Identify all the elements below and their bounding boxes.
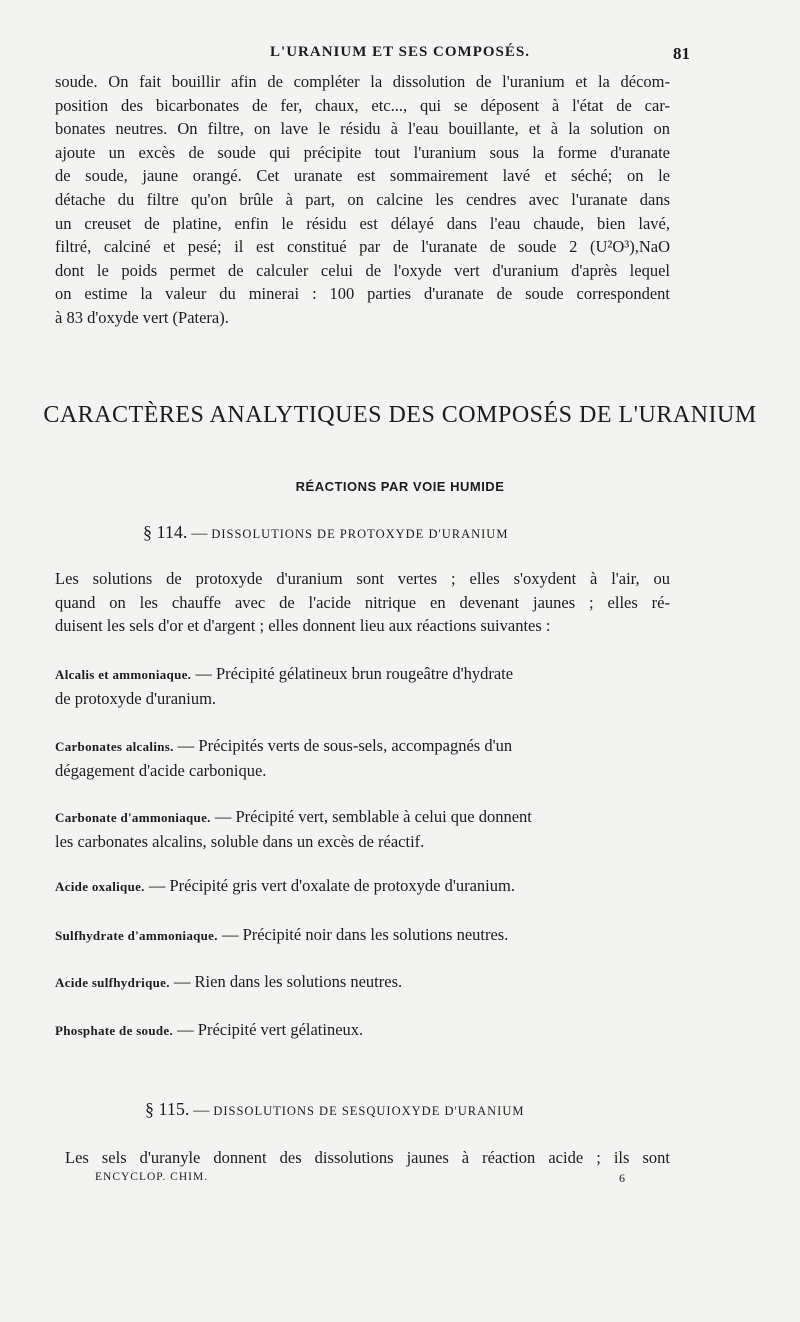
- text-line: duisent les sels d'or et d'argent ; elles donnent lieu aux réactions suivantes :: [55, 616, 551, 636]
- reagent-name: Acide oxalique.: [55, 879, 145, 894]
- text-line: un creuset de platine, enfin le résidu est délayé dans l'eau chaude, bien lavé,: [55, 213, 670, 233]
- reaction-text: — Précipité gris vert d'oxalate de protoxyde d'uranium.: [144, 876, 515, 895]
- paragraph-115-text: [65, 1146, 670, 1170]
- text-line: Les sels d'uranyle donnent des dissolutions jaunes à réaction acide ; ils sont: [65, 1148, 670, 1167]
- reaction-text: — Rien dans les solutions neutres.: [169, 972, 403, 991]
- text-line: soude. On fait bouillir afin de compléter la dissolution de l'uranium et la décom-: [55, 72, 670, 91]
- reagent-name: Phosphate de soude.: [55, 1023, 174, 1038]
- paragraph-115-heading: [145, 1099, 524, 1120]
- page-footer: [95, 1171, 625, 1187]
- text-line: filtré, calciné et pesé; il est constitué par de l'uranate de soude 2 (U²O³),NaO: [55, 237, 670, 257]
- paragraph-number: § 115.: [145, 1099, 190, 1119]
- running-title: L'URANIUM ET SES COMPOSÉS.: [270, 44, 530, 60]
- text-line: position des bicarbonates de fer, chaux, etc..., qui se déposent à l'état de car-: [55, 95, 670, 115]
- heading-dash: —: [193, 1102, 210, 1119]
- reagent-name: Carbonate d'ammoniaque.: [55, 810, 211, 825]
- reagent-name: Carbonates alcalins.: [55, 739, 174, 754]
- reaction-text: — Précipités verts de sous-sels, accompagnés d'un: [173, 736, 513, 755]
- reaction-continuation: les carbonates alcalins, soluble dans un excès de réactif.: [55, 832, 425, 851]
- reaction-text: — Précipité vert gélatineux.: [173, 1020, 364, 1039]
- paragraph-114-heading: [143, 522, 508, 543]
- section-title: CARACTÈRES ANALYTIQUES DES COMPOSÉS DE L'URANIUM: [43, 402, 757, 428]
- reagent-name: Alcalis et ammoniaque.: [55, 667, 192, 682]
- paragraph-number: § 114.: [143, 522, 188, 542]
- section-subtitle: RÉACTIONS PAR VOIE HUMIDE: [295, 479, 505, 494]
- signature-mark: ENCYCLOP. CHIM.: [95, 1171, 209, 1183]
- reaction-text: — Précipité gélatineux brun rougeâtre d'hydrate: [191, 664, 514, 683]
- intro-paragraph: [55, 70, 670, 330]
- text-line: à 83 d'oxyde vert (Patera).: [55, 307, 229, 327]
- paragraph-title: DISSOLUTIONS DE PROTOXYDE D'URANIUM: [211, 527, 509, 541]
- text-line: on estime la valeur du minerai : 100 parties d'uranate de soude correspondent: [55, 284, 670, 304]
- paragraph-114-text: [55, 567, 670, 638]
- reaction-continuation: de protoxyde d'uranium.: [55, 689, 217, 708]
- text-line: détache du filtre qu'on brûle à part, on calcine les cendres avec l'uranate dans: [55, 189, 670, 209]
- reagent-name: Acide sulfhydrique.: [55, 975, 170, 990]
- running-header: [0, 44, 800, 68]
- text-line: de soude, jaune orangé. Cet uranate est sommairement lavé et séché; on le: [55, 166, 670, 186]
- reaction-item: [55, 970, 670, 995]
- reagent-name: Sulfhydrate d'ammoniaque.: [55, 928, 218, 943]
- heading-dash: —: [191, 525, 208, 542]
- text-line: quand on les chauffe avec de l'acide nitrique en devenant jaunes ; elles ré-: [55, 592, 670, 612]
- reaction-item: [55, 923, 670, 948]
- reaction-item: [55, 734, 670, 783]
- reaction-item: [55, 662, 670, 711]
- text-line: ajoute un excès de soude qui précipite tout l'uranium sous la forme d'uranate: [55, 142, 670, 162]
- reaction-continuation: dégagement d'acide carbonique.: [55, 761, 267, 780]
- reaction-item: [55, 805, 670, 854]
- reaction-item: [55, 874, 670, 899]
- reaction-text: — Précipité vert, semblable à celui que donnent: [210, 807, 532, 826]
- gathering-number: 6: [619, 1171, 625, 1185]
- paragraph-title: DISSOLUTIONS DE SESQUIOXYDE D'URANIUM: [213, 1104, 525, 1118]
- text-line: bonates neutres. On filtre, on lave le résidu à l'eau bouillante, et à la solution on: [55, 119, 670, 139]
- text-line: Les solutions de protoxyde d'uranium sont vertes ; elles s'oxydent à l'air, ou: [55, 569, 670, 588]
- reaction-text: — Précipité noir dans les solutions neutres.: [217, 925, 509, 944]
- text-line: dont le poids permet de calculer celui de l'oxyde vert d'uranium d'après lequel: [55, 260, 670, 280]
- page-number: 81: [673, 44, 690, 63]
- reaction-item: [55, 1018, 670, 1043]
